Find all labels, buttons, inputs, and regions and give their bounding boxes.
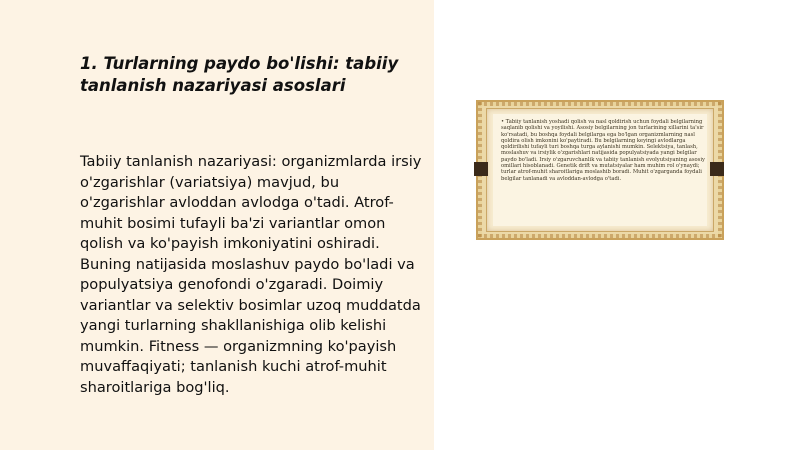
card-paper [493, 114, 707, 226]
card-left-tab [474, 162, 488, 176]
illustration-card [476, 100, 724, 240]
frame-ornament-bottom [478, 234, 722, 238]
slide-title: 1. Turlarning paydo bo'lishi: tabiiy tanlanish nazariyasi asoslari [80, 54, 399, 95]
card-inner-frame [486, 108, 714, 232]
frame-ornament-top [478, 102, 722, 106]
slide-body-text: Tabiiy tanlanish nazariyasi: organizmlarda irsiy o'zgarishlar (variatsiya) mavjud, bu o'zgarishlar avloddan avlodga o'tadi. Atrof-muhit bosimi tufayli ba'zi variantlar omon qolish va ko'payish imkoniyatini oshiradi. Buning natijasida moslashuv paydo bo'ladi va populyatsiya genofondi o'zgaradi. Doimiy variantlar va selektiv bosimlar uzoq muddatda yangi turlarning shakllanishiga olib kelishi mumkin. Fitness — organizmning ko'payish muvaffaqiyati; tanlanish kuchi atrof-muhit sharoitlariga bog'liq. [80, 153, 422, 396]
card-right-tab [710, 162, 724, 176]
card-blurred-text: • Tabiiy tanlanish yoshadi qolish va nasl qoldirish uchun foydali belgilarning saqlanib qolishi va yoyilishi. Asosiy belgilarning jon turlarining xillarini ta'sir ko'rsatadi, bu boshqa foydali belgilarga ega bo'lgan organizmlarning nasl qoldira olish imkonini ko'paytiradi. Bu belgilarning keyingi avlodlarga qoldirilishi tufayli turi boshqa turga aylanishi mumkin. Selektsiya, tanlash, moslashuv va irsiylik o'zgarishlari natijasida populyatsiyada yangi belgilar paydo bo'ladi. Irsiy o'zgaruvchanlik va tabiiy tanlanish evolyutsiyaning asosiy omillari hisoblanadi. Genetik drift va mutatsiyalar ham muhim rol o'ynaydi; turlar atrof-muhit sharoitlariga moslashib boradi. Muhit o'zgarganda foydali belgilar tanlanadi va avloddan-avlodga o'tadi. [501, 119, 705, 182]
